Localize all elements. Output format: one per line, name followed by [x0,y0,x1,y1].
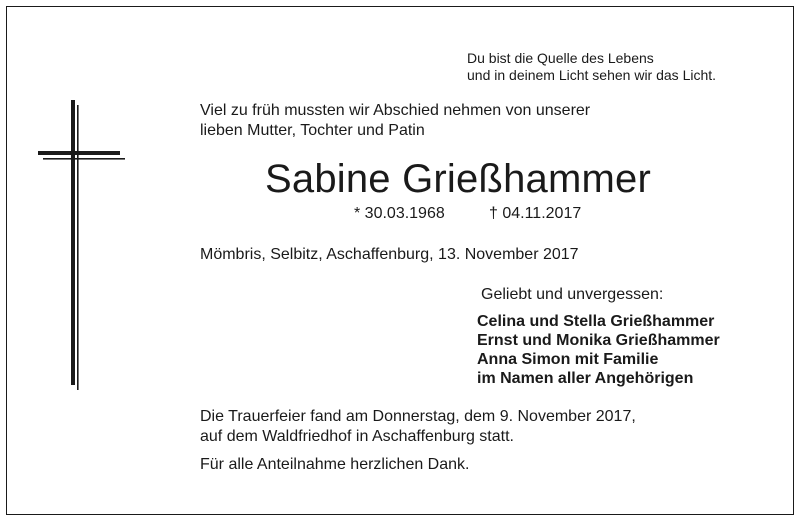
birth-date: * 30.03.1968 [354,205,445,222]
thanks-text: Für alle Anteilnahme herzlichen Dank. [200,456,470,473]
mourner-item: Ernst und Monika Grießhammer [477,332,720,349]
quote-line-2: und in deinem Licht sehen wir das Licht. [467,67,717,83]
death-date: † 04.11.2017 [489,205,582,222]
intro-line-2: lieben Mutter, Tochter und Patin [200,122,425,139]
cross-icon [30,95,130,395]
bible-quote [467,50,716,84]
funeral-line-2: auf dem Waldfriedhof in Aschaffenburg statt. [200,428,514,445]
mourner-item: Anna Simon mit Familie [477,351,659,368]
place-and-date: Mömbris, Selbitz, Aschaffenburg, 13. November 2017 [200,246,579,263]
loved-heading: Geliebt und unvergessen: [481,286,664,303]
mourners-list [477,312,720,388]
funeral-notice [200,407,636,447]
mourner-item: Celina und Stella Grießhammer [477,313,715,330]
mourner-item: im Namen aller Angehörigen [477,370,694,387]
funeral-line-1: Die Trauerfeier fand am Donnerstag, dem 9. November 2017, [200,408,636,425]
intro-text [200,101,590,141]
deceased-name: Sabine Grießhammer [265,157,651,201]
intro-line-1: Viel zu früh mussten wir Abschied nehmen von unserer [200,102,591,119]
quote-line-1: Du bist die Quelle des Lebens [467,50,654,66]
